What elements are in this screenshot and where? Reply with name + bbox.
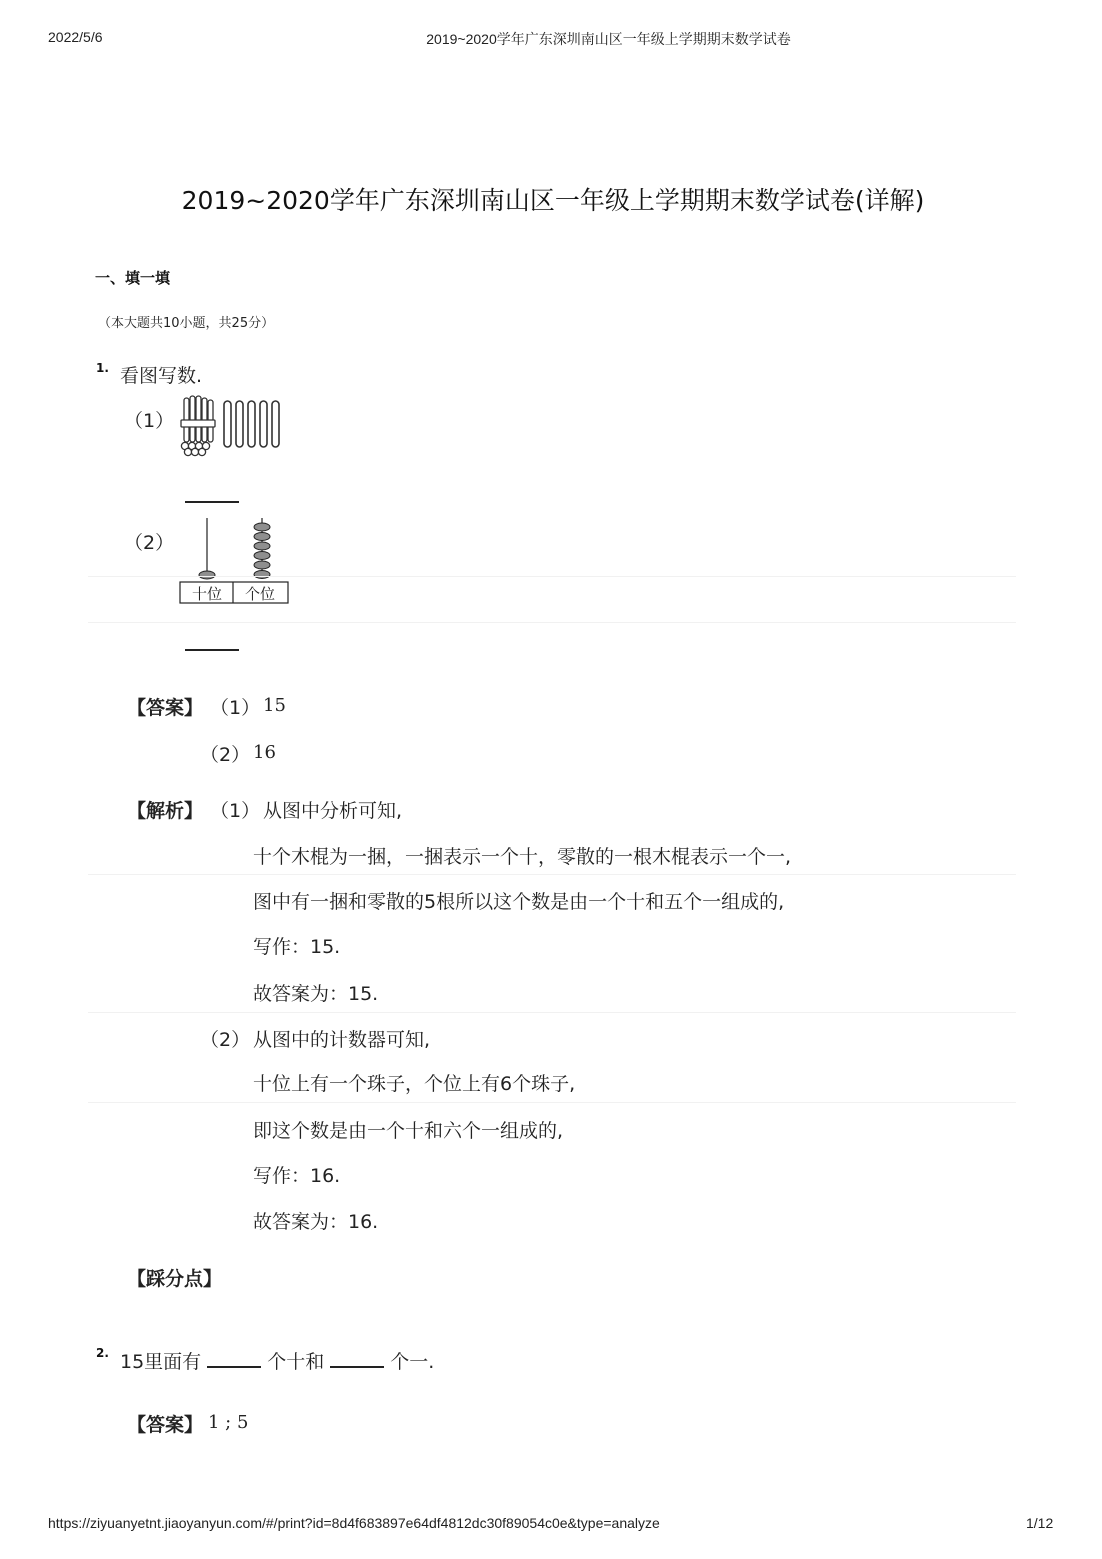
question-prompt: 看图写数. <box>120 365 203 387</box>
analysis-line: 故答案为：15. <box>253 983 379 1005</box>
analysis-line: 故答案为：16. <box>253 1211 379 1233</box>
analysis-line: 十位上有一个珠子，个位上有6个珠子, <box>253 1073 576 1095</box>
print-header-title: 2019~2020学年广东深圳南山区一年级上学期期末数学试卷 <box>426 31 791 47</box>
section-heading: 一、填一填 <box>95 269 171 287</box>
ones-bead <box>254 571 270 579</box>
analysis-line: 从图中分析可知, <box>263 800 403 822</box>
answer-value: 1 ; 5 <box>208 1412 249 1433</box>
print-date: 2022/5/6 <box>48 29 103 45</box>
ones-bead <box>254 552 270 560</box>
analysis-line: 十个木棍为一捆，一捆表示一个十，零散的一根木棍表示一个一, <box>253 846 792 868</box>
tens-place-label: 十位 <box>191 585 223 603</box>
page-url[interactable]: https://ziyuanyetnt.jiaoyanyun.com/#/print?id=8d4f683897e64df4812dc30f89054c0e&type=analyze <box>48 1515 660 1531</box>
analysis-line: 写作：16. <box>253 1165 341 1187</box>
ones-bead <box>254 533 270 541</box>
ones-bead <box>254 561 270 569</box>
analysis-label: 【解析】 <box>127 800 204 822</box>
ones-bead <box>254 523 270 531</box>
question-2-text-b: 个十和 <box>267 1351 325 1373</box>
analysis-2-prefix: （2） <box>200 1029 251 1051</box>
question-number: 1. <box>96 361 109 375</box>
ones-place-label: 个位 <box>244 585 276 603</box>
fill-blank-ones[interactable] <box>330 1350 384 1368</box>
answer-blank-1 <box>185 501 239 503</box>
question-number: 2. <box>96 1346 109 1360</box>
sub-question-label: （1） <box>124 410 175 432</box>
ones-bead <box>254 542 270 550</box>
analysis-1-prefix: （1） <box>210 800 261 822</box>
analysis-line: 写作：15. <box>253 936 341 958</box>
answer-2-value: 16 <box>253 742 276 763</box>
scoring-points-label: 【踩分点】 <box>127 1268 223 1290</box>
section-note: （本大题共10小题，共25分） <box>98 316 275 331</box>
fill-blank-tens[interactable] <box>207 1350 261 1368</box>
answer-label: 【答案】 <box>127 1414 204 1436</box>
analysis-line: 从图中的计数器可知, <box>253 1029 431 1051</box>
sub-question-label: （2） <box>124 532 175 554</box>
page-title: 2019~2020学年广东深圳南山区一年级上学期期末数学试卷(详解) <box>181 186 925 215</box>
analysis-line: 即这个数是由一个十和六个一组成的, <box>253 1120 564 1142</box>
question-2-text-c: 个一. <box>390 1351 435 1373</box>
answer-label: 【答案】 <box>127 697 204 719</box>
question-2-text-a: 15里面有 <box>120 1351 202 1373</box>
tens-bead <box>199 571 215 579</box>
question-2-text <box>120 1347 434 1374</box>
sticks-figure <box>176 394 292 458</box>
page-number: 1/12 <box>1026 1515 1054 1531</box>
analysis-line: 图中有一捆和零散的5根所以这个数是由一个十和五个一组成的, <box>253 891 785 913</box>
answer-2-prefix: （2） <box>200 744 251 766</box>
stick-bundle <box>181 396 215 456</box>
abacus-figure <box>176 514 292 608</box>
answer-blank-2 <box>185 649 239 651</box>
answer-1-prefix: （1） <box>210 697 261 719</box>
loose-sticks <box>224 401 279 447</box>
answer-1-value: 15 <box>263 695 286 716</box>
